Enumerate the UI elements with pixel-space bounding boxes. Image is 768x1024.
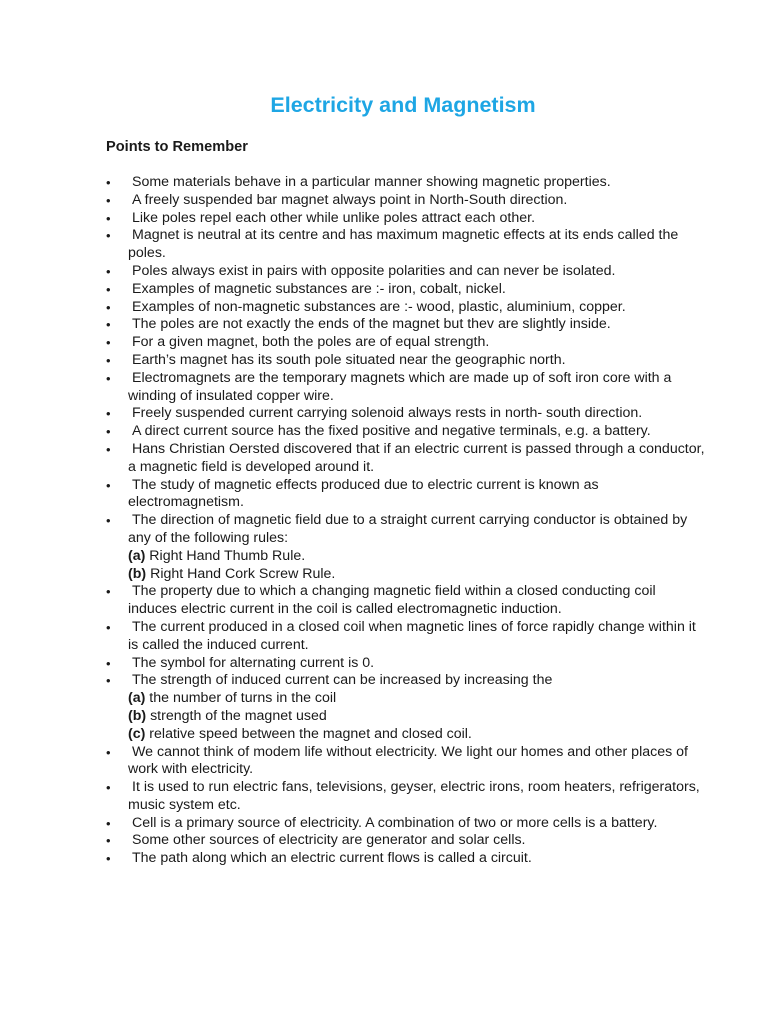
list-item-text: For a given magnet, both the poles are of equal strength. <box>132 334 490 351</box>
bullet-icon: • <box>106 780 111 796</box>
list-item-text: The strength of induced current can be increased by increasing the <box>132 672 553 689</box>
list-item <box>106 583 706 619</box>
bullet-icon: • <box>106 299 111 315</box>
list-item-text: Some other sources of electricity are generator and solar cells. <box>132 832 526 849</box>
list-item-text: Magnet is neutral at its centre and has maximum magnetic effects at its ends called the poles. <box>128 227 679 262</box>
sub-list-text: Right Hand Thumb Rule. <box>149 547 306 564</box>
list-item-text: Hans Christian Oersted discovered that if an electric current is passed through a conductor, a magnetic field is developed around it. <box>128 440 705 475</box>
list-item <box>106 263 706 281</box>
list-item-text: A direct current source has the fixed positive and negative terminals, e.g. a battery. <box>132 423 651 440</box>
list-item-text: Earth’s magnet has its south pole situated near the geographic north. <box>132 351 566 368</box>
bullet-icon: • <box>106 352 111 368</box>
sub-list-item <box>128 566 706 584</box>
bullet-icon: • <box>106 175 111 190</box>
bullet-icon: • <box>106 406 111 422</box>
list-item <box>106 441 706 477</box>
bullet-icon: • <box>106 851 111 867</box>
list-item-text: Examples of non-magnetic substances are :- wood, plastic, aluminium, copper. <box>132 298 626 315</box>
bullet-icon: • <box>106 584 111 600</box>
list-item-text: The symbol for alternating current is 0. <box>132 654 375 671</box>
list-item <box>106 174 706 192</box>
list-item <box>106 744 706 780</box>
list-item <box>106 370 706 406</box>
points-list <box>106 174 706 868</box>
list-item <box>106 832 706 850</box>
bullet-icon: • <box>106 228 111 244</box>
list-item-text: Some materials behave in a particular manner showing magnetic properties. <box>132 174 611 190</box>
sub-list-text: the number of turns in the coil <box>149 690 337 707</box>
list-item-text: A freely suspended bar magnet always point in North-South direction. <box>132 191 568 208</box>
document-title: Electricity and Magnetism <box>270 93 536 117</box>
list-item-text: The current produced in a closed coil when magnetic lines of force rapidly change within it is called the induced current. <box>128 618 696 653</box>
list-item-text: Freely suspended current carrying solenoid always rests in north- south direction. <box>132 405 643 422</box>
bullet-icon: • <box>106 370 111 386</box>
list-item-text: The direction of magnetic field due to a straight current carrying conductor is obtained by any of the following rules: <box>128 512 688 546</box>
list-item <box>106 672 706 743</box>
list-item-text: The path along which an electric current flows is called a circuit. <box>132 850 532 867</box>
bullet-icon: • <box>106 263 111 279</box>
list-item <box>106 281 706 299</box>
sub-list-marker: (b) <box>128 565 147 582</box>
list-item-text: The property due to which a changing magnetic field within a closed conducting coil induces electric current in the coil is called electromagnetic induction. <box>128 583 656 618</box>
list-item <box>106 779 706 815</box>
list-item-text: The poles are not exactly the ends of the magnet but thev are slightly inside. <box>132 316 611 333</box>
bullet-icon: • <box>106 317 111 333</box>
list-item <box>106 334 706 352</box>
sub-list-text: Right Hand Cork Screw Rule. <box>150 565 336 582</box>
sub-list-text: strength of the magnet used <box>150 707 327 724</box>
list-item <box>106 423 706 441</box>
list-item <box>106 316 706 334</box>
bullet-icon: • <box>106 513 111 529</box>
list-item <box>106 192 706 210</box>
list-item <box>106 352 706 370</box>
list-item <box>106 512 706 583</box>
list-item-text: It is used to run electric fans, televisions, geyser, electric irons, room heaters, refrigerators, music system etc. <box>128 779 700 813</box>
list-item-text: The study of magnetic effects produced due to electric current is known as electromagnetism. <box>128 476 599 511</box>
list-item <box>106 815 706 833</box>
list-item <box>106 477 706 513</box>
sub-list-marker: (a) <box>128 547 146 564</box>
bullet-icon: • <box>106 619 111 635</box>
list-item-text: Cell is a primary source of electricity. A combination of two or more cells is a battery. <box>132 814 658 831</box>
bullet-icon: • <box>106 335 111 351</box>
bullet-icon: • <box>106 833 111 849</box>
sub-list-item <box>128 708 706 726</box>
list-item <box>106 227 706 263</box>
list-item-text: Like poles repel each other while unlike poles attract each other. <box>132 209 536 226</box>
sub-list-item <box>128 548 706 566</box>
bullet-icon: • <box>106 815 111 831</box>
list-item <box>106 655 706 673</box>
list-item <box>106 619 706 655</box>
sub-list-marker: (b) <box>128 707 147 724</box>
bullet-icon: • <box>106 477 111 493</box>
bullet-icon: • <box>106 744 111 760</box>
sub-list-item <box>128 690 706 708</box>
bullet-icon: • <box>106 441 111 457</box>
bullet-icon: • <box>106 673 111 689</box>
sub-list-marker: (a) <box>128 690 146 707</box>
list-item <box>106 405 706 423</box>
bullet-icon: • <box>106 281 111 297</box>
list-item <box>106 299 706 317</box>
list-item-text: Poles always exist in pairs with opposite polarities and can never be isolated. <box>132 262 616 279</box>
bullet-icon: • <box>106 424 111 440</box>
sub-list-marker: (c) <box>128 725 146 742</box>
bullet-icon: • <box>106 655 111 671</box>
list-item-text: Electromagnets are the temporary magnets which are made up of soft iron core with a winding of insulated copper wire. <box>128 369 672 404</box>
sub-list-text: relative speed between the magnet and closed coil. <box>149 725 472 742</box>
bullet-icon: • <box>106 210 111 226</box>
bullet-icon: • <box>106 192 111 208</box>
sub-list-item <box>128 726 706 744</box>
list-item-text: We cannot think of modem life without electricity. We light our homes and other places of work with electricity. <box>128 743 688 778</box>
list-item <box>106 210 706 228</box>
list-item <box>106 850 706 868</box>
list-item-text: Examples of magnetic substances are :- iron, cobalt, nickel. <box>132 280 506 297</box>
section-heading: Points to Remember <box>106 139 248 155</box>
